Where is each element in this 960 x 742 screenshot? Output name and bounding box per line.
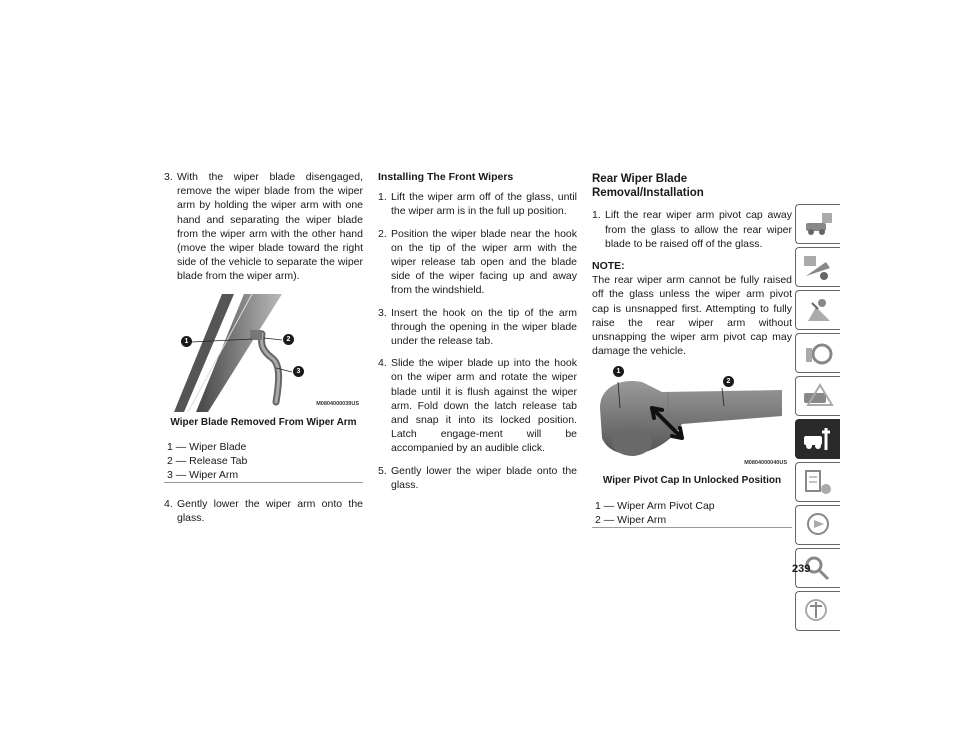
column-middle xyxy=(378,170,577,500)
step-5: 5. Gently lower the wiper blade onto the glass. xyxy=(378,464,577,491)
tab-language[interactable] xyxy=(795,591,840,631)
note-text: The rear wiper arm cannot be fully raised off the glass unless the wiper arm pivot cap is unsnapped first. Attempting to fully raise the rear wiper arm without unsnapping the wiper arm pivot cap may damage the vehicle. xyxy=(592,274,792,358)
legend-item: 2 — Wiper Arm xyxy=(595,513,667,526)
figure-caption: Wiper Pivot Cap In Unlocked Position xyxy=(602,475,782,487)
legend-item: 2 — Release Tab xyxy=(167,454,248,467)
callout-2: 2 xyxy=(723,376,734,387)
wiper-blade-figure xyxy=(164,294,363,412)
service-maintenance-icon xyxy=(802,424,834,454)
step-4: 4. Gently lower the wiper arm onto the glass. xyxy=(164,497,363,525)
step-2: 2. Position the wiper blade near the hook on the tip of the wiper arm with the wiper release tab open and the blade side of the wiper facing up and away from the windshield. xyxy=(378,227,577,297)
step-1: 1. Lift the rear wiper arm pivot cap away from the glass to allow the rear wiper blade to be raised off of the glass. xyxy=(592,209,792,250)
section-heading: Installing The Front Wipers xyxy=(378,171,514,183)
wiper-blade-illustration xyxy=(164,294,363,412)
page-number: 239 xyxy=(792,563,811,575)
figure-id: M0804000040US xyxy=(744,460,787,467)
step-1: 1. Lift the wiper arm off of the glass, until the wiper arm is in the full up position. xyxy=(378,191,577,218)
tab-service-maintenance[interactable] xyxy=(795,419,840,459)
column-right xyxy=(592,170,792,542)
step-3: 3. With the wiper blade disengaged, remove the wiper blade from the wiper arm by holding the wiper arm with one hand and separating the wiper blade from the wiper arm with the other hand (move the wiper blade toward the right side of the vehicle to separate the wiper blade from the wiper arm). xyxy=(164,171,363,283)
tab-multimedia[interactable] xyxy=(795,505,840,545)
tab-safety[interactable] xyxy=(795,290,840,330)
legend-item: 3 — Wiper Arm xyxy=(167,468,239,481)
figure-id: M0804000039US xyxy=(316,401,359,408)
pivot-cap-illustration xyxy=(592,368,792,470)
note-label: NOTE: xyxy=(592,260,625,273)
starting-driving-icon xyxy=(802,338,834,368)
column-left xyxy=(164,170,363,533)
multimedia-icon xyxy=(802,510,834,540)
specifications-icon xyxy=(802,467,834,497)
step-3: 3. Insert the hook on the tip of the arm through the opening in the wiper blade under the release tab. xyxy=(378,306,577,348)
figure-legend xyxy=(164,440,363,483)
legend-item: 1 — Wiper Arm Pivot Cap xyxy=(595,499,715,512)
callout-2: 2 xyxy=(283,334,294,345)
language-icon xyxy=(802,596,834,626)
callout-1: 1 xyxy=(181,336,192,347)
tab-starting-driving[interactable] xyxy=(795,333,840,373)
step-4: 4. Slide the wiper blade up into the hook on the wiper arm and rotate the wiper blade until it is flush against the wiper arm. Fold down the latch release tab and snap it into its locked position. Latch engage-ment will be accompanied by an audible click. xyxy=(378,357,577,455)
tab-vehicle-info[interactable] xyxy=(795,204,840,244)
tab-dashboard-lights[interactable] xyxy=(795,247,840,287)
safety-icon xyxy=(802,295,834,325)
figure-caption: Wiper Blade Removed From Wiper Arm xyxy=(170,416,357,428)
callout-1: 1 xyxy=(613,366,624,377)
tab-emergency[interactable] xyxy=(795,376,840,416)
dashboard-lights-icon xyxy=(802,252,834,282)
tab-specifications[interactable] xyxy=(795,462,840,502)
emergency-icon xyxy=(802,381,834,411)
section-heading: Rear Wiper Blade Removal/Installation xyxy=(592,173,704,200)
vehicle-info-icon xyxy=(802,209,834,239)
pivot-cap-figure xyxy=(592,368,791,470)
callout-3: 3 xyxy=(293,366,304,377)
legend-item: 1 — Wiper Blade xyxy=(167,440,247,453)
figure-legend xyxy=(592,499,792,528)
